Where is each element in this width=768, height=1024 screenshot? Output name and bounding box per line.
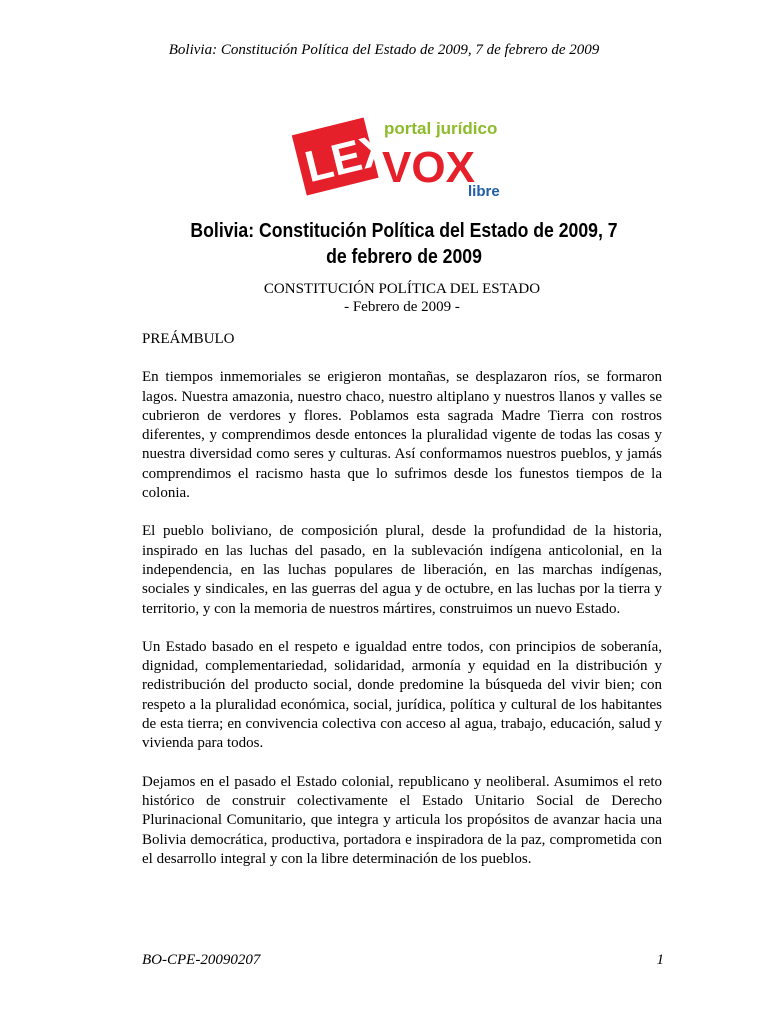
paragraph: En tiempos inmemoriales se erigieron montañas, se desplazaron ríos, se formaron lagos. Nuestra amazonia, nuestro chaco, nuestro altiplano y nuestros llanos y valles se cubrieron de verdores y flores. Poblamos esta sagrada Madre Tierra con rostros diferentes, y comprendimos desde entonces la pluralidad vigente de todas las cosas y nuestra diversidad como seres y culturas. Así conformamos nuestros pueblos, y jamás comprendimos el racismo hasta que lo sufrimos desde los funestos tiempos de la colonia. [142,369,662,502]
lex-red-block [292,113,396,195]
paragraph: Dejamos en el pasado el Estado colonial, republicano y neoliberal. Asumimos el reto histórico de construir colectivamente el Estado Unitario Social de Derecho Plurinacional Comunitario, que integra y articula los propósitos de avanzar hacia una Bolivia democrática, productiva, portadora e inspiradora de la paz, comprometida con el desarrollo integral y con la libre determinación de los pueblos. [142,773,662,867]
subtitle-line-1: CONSTITUCIÓN POLÍTICA DEL ESTADO [263,281,541,297]
document-subtitle [0,280,768,316]
footer-doc-code: BO-CPE-20090207 [142,952,261,968]
logo-portal-text: portal jurídico [384,119,498,138]
logo-vox-text: VOX [382,143,475,192]
section-heading: PREÁMBULO [142,331,235,347]
logo-lex-text: LEX [300,123,396,193]
running-header: Bolivia: Constitución Política del Estado de 2009, 7 de febrero de 2009 [168,42,600,58]
footer-page-number: 1 [656,952,664,968]
paragraph: Un Estado basado en el respeto e igualdad entre todos, con principios de soberanía, dignidad, complementariedad, solidaridad, armonía y equidad en la distribución y redistribución del producto social, donde predomine la búsqueda del vivir bien; con respeto a la pluralidad económica, social, jurídica, política y cultural de los habitantes de esta tierra; en convivencia colectiva con acceso al agua, trabajo, educación, salud y vivienda para todos. [142,638,662,752]
logo-libre-text: libre [468,183,500,200]
document-title: Bolivia: Constitución Política del Estado de 2009, 7 de febrero de 2009 [190,219,618,268]
lexivox-logo [288,108,520,202]
paragraph: El pueblo boliviano, de composición plural, desde la profundidad de la historia, inspirado en las luchas del pasado, en la sublevación indígena anticolonial, en la independencia, en las luchas populares de liberación, en las marchas indígenas, sociales y sindicales, en las guerras del agua y de octubre, en las luchas por la tierra y territorio, y con la memoria de nuestros mártires, construimos un nuevo Estado. [142,523,662,617]
document-body [142,330,662,888]
subtitle-line-2: - Febrero de 2009 - [344,299,460,315]
